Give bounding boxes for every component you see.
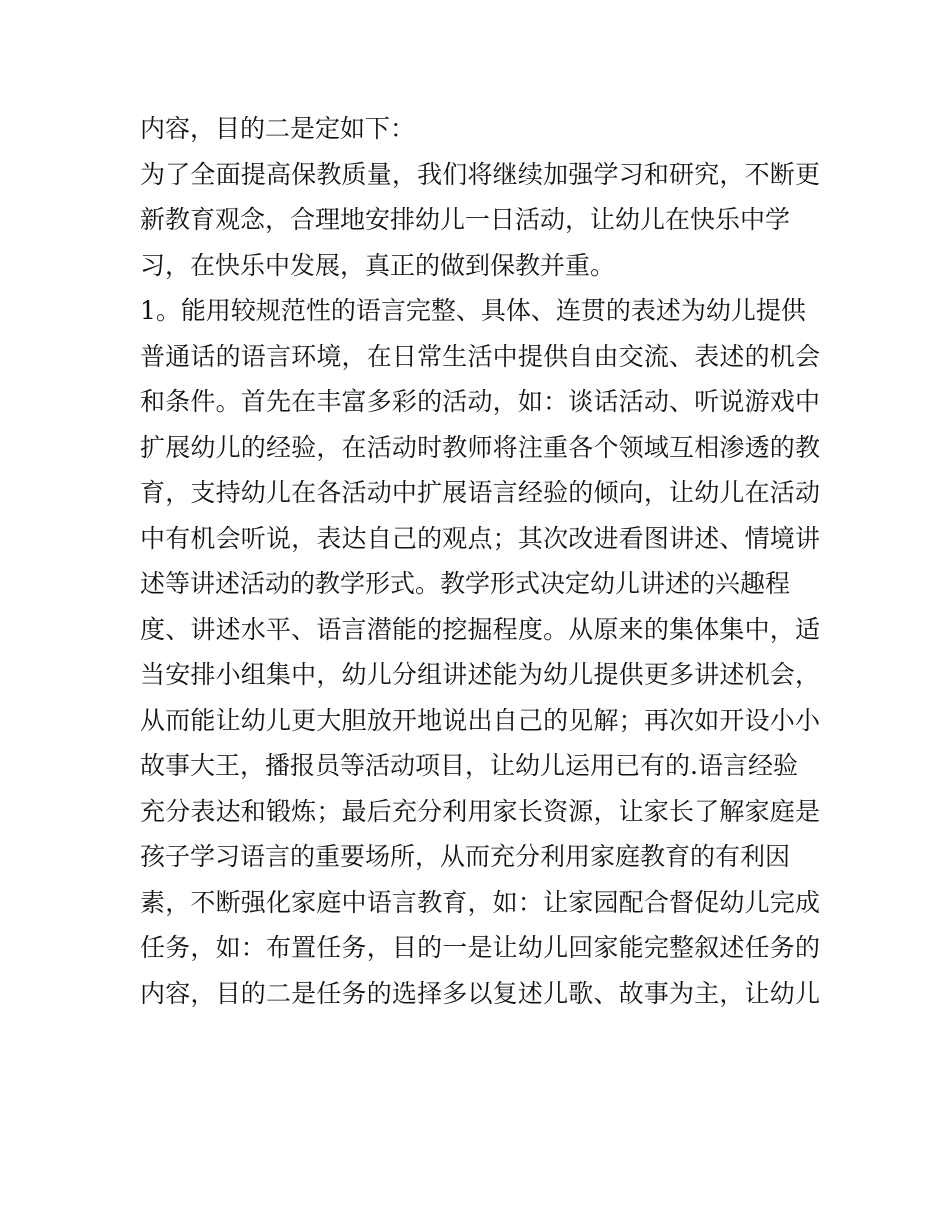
text-line: 孩子学习语言的重要场所，从而充分利用家庭教育的有利因 (140, 842, 791, 871)
text-line: 扩展幼儿的经验，在活动时教师将注重各个领域互相渗透的教 (140, 432, 820, 462)
text-line: 从而能让幼儿更大胆放开地说出自己的见解；再次如开设小小 (140, 705, 820, 735)
text-line: 充分表达和锻炼；最后充分利用家长资源，让家长了解家庭是 (140, 796, 820, 826)
text-line: 素，不断强化家庭中语言教育，如：让家园配合督促幼儿完成 (140, 887, 820, 917)
text-line: 内容，目的二是任务的选择多以复述儿歌、故事为主，让幼儿 (140, 978, 820, 1008)
body-text (140, 106, 820, 1016)
text-line: 普通话的语言环境，在日常生活中提供自由交流、表述的机会 (140, 341, 820, 371)
text-line: 任务，如：布置任务，目的一是让幼儿回家能完整叙述任务的 (140, 933, 820, 962)
text-line: 述等讲述活动的教学形式。教学形式决定幼儿讲述的兴趣程 (140, 569, 791, 598)
text-line: 内容，目的二是定如下： (140, 114, 416, 143)
text-line: 和条件。首先在丰富多彩的活动，如：谈话活动、听说游戏中 (140, 387, 820, 416)
text-line: 育，支持幼儿在各活动中扩展语言经验的倾向，让幼儿在活动 (140, 478, 820, 507)
text-line: 习，在快乐中发展，真正的做到保教并重。 (140, 250, 616, 280)
text-line: 中有机会听说，表达自己的观点；其次改进看图讲述、情境讲 (140, 523, 820, 553)
text-line: 度、讲述水平、语言潜能的挖掘程度。从原来的集体集中，适 (140, 614, 820, 644)
text-line: 故事大王，播报员等活动项目，让幼儿运用已有的.语言经验 (140, 751, 798, 780)
text-line: 新教育观念，合理地安排幼儿一日活动，让幼儿在快乐中学 (140, 205, 791, 234)
text-line: 1。能用较规范性的语言完整、具体、连贯的表述为幼儿提供 (140, 296, 806, 325)
text-line: 为了全面提高保教质量，我们将继续加强学习和研究，不断更 (140, 159, 820, 189)
text-line: 当安排小组集中，幼儿分组讲述能为幼儿提供更多讲述机会， (140, 660, 820, 689)
